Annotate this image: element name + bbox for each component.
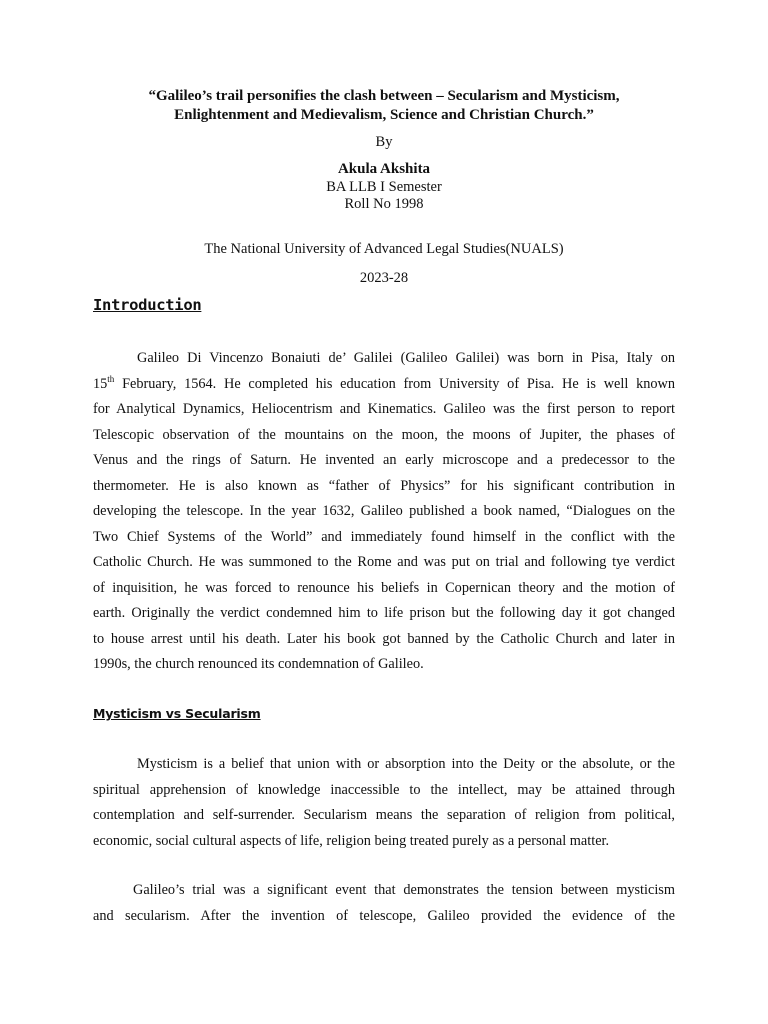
introduction-paragraph	[93, 346, 675, 678]
paragraph-line: developing the telescope. In the year 1632, Galileo published a book named, “Dialogues on the	[93, 503, 675, 519]
paragraph-line: of inquisition, he was forced to renounce his beliefs in Copernican theory and the motion of	[93, 579, 675, 596]
academic-years: 2023-28	[359, 270, 409, 286]
date-number: 15	[93, 375, 108, 392]
paragraph-line: Two Chief Systems of the World” and immediately found himself in the conflict with the	[93, 528, 675, 545]
date-suffix: th	[107, 373, 115, 384]
paragraph-line: Galileo’s trial was a significant event that demonstrates the tension between mysticism	[133, 882, 675, 898]
paragraph-line: and secularism. After the invention of telescope, Galileo provided the evidence of the	[93, 907, 675, 924]
paragraph-line	[93, 372, 675, 398]
paragraph-line-text: February, 1564. He completed his education from University of Pisa. He is well known	[122, 375, 675, 392]
paragraph-line: 1990s, the church renounced its condemnation of Galileo.	[93, 656, 424, 672]
university-name: The National University of Advanced Legal Studies(NUALS)	[204, 241, 564, 257]
paragraph-line: Catholic Church. He was summoned to the Rome and was put on trial and following tye verdict	[93, 554, 675, 570]
paragraph-line: contemplation and self-surrender. Secularism means the separation of religion from political,	[93, 807, 675, 823]
roll-number: Roll No 1998	[344, 196, 424, 212]
paragraph-line: Telescopic observation of the mountains on the moon, the moons of Jupiter, the phases of	[93, 426, 675, 443]
mysticism-paragraph-1	[93, 752, 675, 854]
paragraph-line: Venus and the rings of Saturn. He invented an early microscope and a predecessor to the	[93, 452, 675, 468]
title-line-2: Enlightenment and Medievalism, Science and Christian Church.”	[174, 107, 594, 123]
by-label: By	[375, 134, 393, 150]
paragraph-line: for Analytical Dynamics, Heliocentrism and Kinematics. Galileo was the first person to report	[93, 401, 675, 417]
paragraph-line: Mysticism is a belief that union with or absorption into the Deity or the absolute, or the	[137, 756, 675, 772]
title-line-1: “Galileo’s trail personifies the clash between – Secularism and Mysticism,	[148, 88, 620, 104]
paragraph-line: thermometer. He is also known as “father of Physics” for his significant contribution in	[93, 477, 675, 494]
author-name: Akula Akshita	[337, 161, 431, 177]
document-title	[80, 87, 688, 125]
paragraph-line: economic, social cultural aspects of life, religion being treated purely as a personal matter.	[93, 832, 610, 849]
introduction-heading: Introduction	[93, 296, 202, 314]
paragraph-line: spiritual apprehension of knowledge inaccessible to the intellect, may be attained through	[93, 781, 675, 798]
mysticism-paragraph-2	[93, 878, 675, 929]
paragraph-line: to house arrest until his death. Later his book got banned by the Catholic Church and later in	[93, 630, 675, 647]
paragraph-line: earth. Originally the verdict condemned him to life prison but the following day it got changed	[93, 605, 675, 621]
paragraph-line: Galileo Di Vincenzo Bonaiuti de’ Galilei (Galileo Galilei) was born in Pisa, Italy on	[137, 350, 675, 366]
course-info: BA LLB I Semester	[326, 179, 442, 195]
mysticism-heading: Mysticism vs Secularism	[93, 706, 261, 721]
